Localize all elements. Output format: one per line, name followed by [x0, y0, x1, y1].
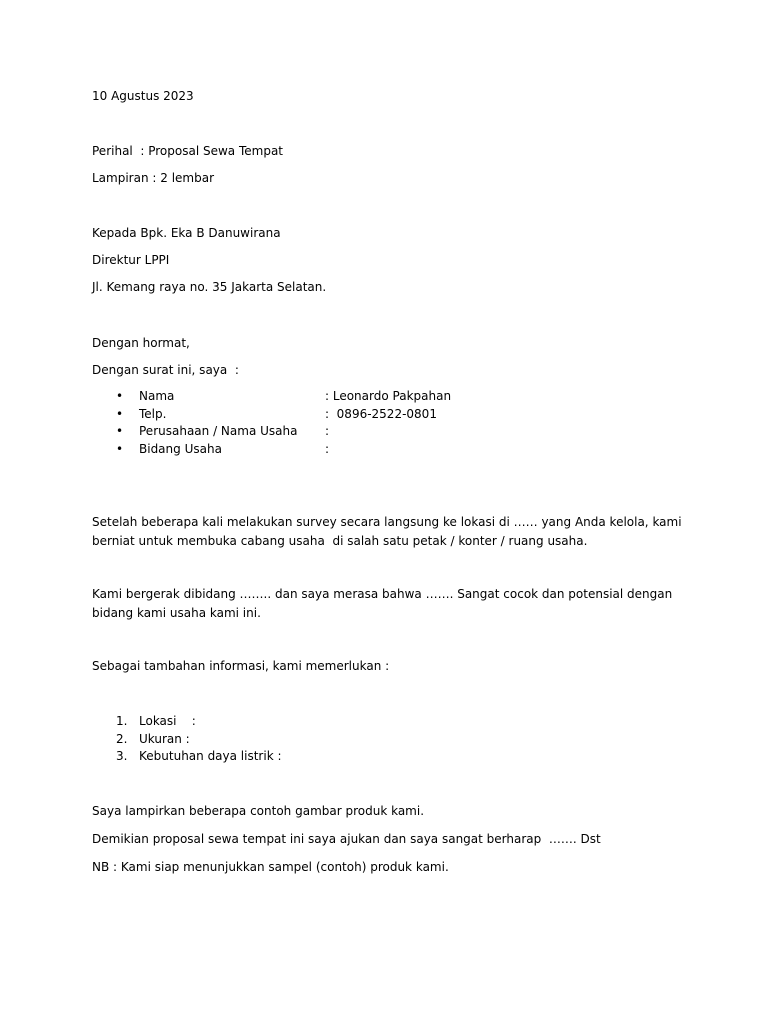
closing-nb: NB : Kami siap menunjukkan sampel (contoh) produk kami.	[92, 860, 449, 874]
identity-item-business-field	[0, 441, 768, 459]
needs-item-size	[0, 731, 768, 749]
identity-label: Perusahaan / Nama Usaha	[139, 424, 298, 439]
subject-line: Perihal : Proposal Sewa Tempat	[92, 144, 284, 158]
needs-label: Ukuran :	[139, 731, 190, 746]
needs-label: Lokasi :	[139, 714, 196, 728]
identity-value: : Leonardo Pakpahan	[325, 389, 452, 403]
identity-item-company	[0, 423, 768, 441]
bullet-icon: •	[116, 424, 124, 439]
paragraph-business-line1: Kami bergerak dibidang …….. dan saya merasa bahwa ……. Sangat cocok dan potensial dengan	[92, 587, 673, 601]
attachment-line: Lampiran : 2 lembar	[92, 171, 215, 185]
paragraph-survey-line1: Setelah beberapa kali melakukan survey secara langsung ke lokasi di …… yang Anda kelola, kami	[92, 515, 682, 529]
closing-statement: Demikian proposal sewa tempat ini saya ajukan dan saya sangat berharap ……. Dst	[92, 832, 601, 846]
intro-line: Dengan surat ini, saya :	[92, 363, 239, 377]
letter-date: 10 Agustus 2023	[92, 89, 194, 103]
greeting: Dengan hormat,	[92, 336, 190, 350]
bullet-icon: •	[116, 389, 124, 403]
needs-intro: Sebagai tambahan informasi, kami memerlukan :	[92, 659, 390, 673]
list-number: 2.	[116, 731, 128, 746]
list-number: 1.	[116, 714, 128, 728]
identity-value: :	[325, 442, 330, 457]
recipient-title: Direktur LPPI	[92, 253, 170, 267]
identity-label: Nama	[139, 389, 175, 403]
bullet-icon: •	[116, 406, 124, 421]
identity-item-phone	[0, 406, 768, 424]
identity-label: Bidang Usaha	[139, 442, 222, 457]
identity-list	[0, 388, 768, 459]
bullet-icon: •	[116, 442, 124, 457]
paragraph-survey-line2: berniat untuk membuka cabang usaha di salah satu petak / konter / ruang usaha.	[92, 534, 588, 548]
needs-list	[0, 713, 768, 766]
needs-item-location	[0, 713, 768, 731]
list-number: 3.	[116, 749, 128, 764]
identity-item-name	[0, 388, 768, 406]
closing-attachment-note: Saya lampirkan beberapa contoh gambar produk kami.	[92, 804, 425, 818]
needs-label: Kebutuhan daya listrik :	[139, 749, 282, 764]
recipient-address: Jl. Kemang raya no. 35 Jakarta Selatan.	[92, 280, 327, 294]
identity-label: Telp.	[139, 406, 167, 421]
recipient-name: Kepada Bpk. Eka B Danuwirana	[92, 226, 281, 240]
identity-value: :	[325, 424, 330, 439]
identity-value: : 0896-2522-0801	[325, 406, 437, 421]
paragraph-business-line2: bidang kami usaha kami ini.	[92, 606, 261, 620]
needs-item-power	[0, 748, 768, 766]
